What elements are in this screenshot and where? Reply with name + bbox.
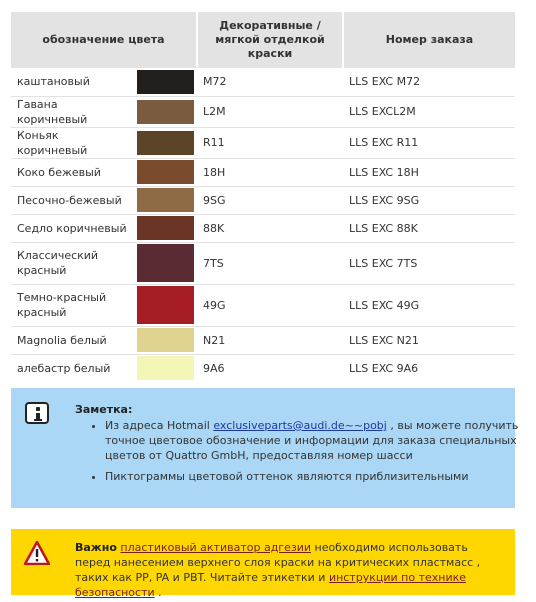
color-swatch — [137, 244, 194, 282]
order-number-cell: LLS EXC R11 — [343, 127, 515, 158]
note-item-pictograms: • Пиктограммы цветовой оттенок являются приблизительными — [105, 469, 530, 484]
color-swatch — [137, 216, 194, 240]
swatch-cell — [137, 214, 197, 242]
paint-code-cell: 7TS — [197, 242, 343, 284]
warning-text — [75, 540, 500, 600]
color-name-cell: Гавана коричневый — [11, 96, 137, 127]
paint-code-cell: 18H — [197, 158, 343, 186]
swatch-cell — [137, 354, 197, 382]
table-row — [11, 214, 515, 242]
header-color-name: обозначение цвета — [11, 12, 197, 68]
swatch-cell — [137, 127, 197, 158]
order-number-cell: LLS EXC N21 — [343, 326, 515, 354]
table-row — [11, 242, 515, 284]
adhesion-activator-link[interactable]: пластиковый активатор адгезии — [120, 541, 311, 554]
table-row — [11, 158, 515, 186]
order-number-cell: LLS EXC 9A6 — [343, 354, 515, 382]
swatch-cell — [137, 68, 197, 96]
email-link[interactable]: exclusiveparts@audi.de~~pobj — [213, 419, 387, 432]
note-list — [75, 418, 530, 490]
swatch-cell — [137, 96, 197, 127]
info-icon — [25, 402, 49, 424]
paint-code-cell: L2M — [197, 96, 343, 127]
color-swatch — [137, 286, 194, 324]
table-row — [11, 186, 515, 214]
warning-body-text: необходимо использовать перед нанесением верхнего слоя краски на критических пластмасс , таких как PP, PA и PBT. Читайте этикетки и — [75, 541, 481, 584]
table-row — [11, 284, 515, 326]
order-number-cell: LLS EXCL2M — [343, 96, 515, 127]
paint-code-cell: 88K — [197, 214, 343, 242]
paint-code-cell: R11 — [197, 127, 343, 158]
header-paint: Декоративные / мягкой отделкой краски — [197, 12, 343, 68]
paint-code-cell: M72 — [203, 75, 227, 89]
table-row — [11, 68, 515, 96]
swatch-cell — [137, 284, 197, 326]
warning-bold-label: Важно — [75, 541, 117, 554]
warning-triangle-icon — [24, 541, 50, 565]
note-item-email — [105, 418, 530, 463]
color-swatch — [137, 160, 194, 184]
note-item-text: , вы можете получить точное цветовое обозначение и информации для заказа специальных цветов от Quattro GmbH, предоставляя номер шасси — [105, 419, 519, 462]
color-name-cell: алебастр белый — [11, 354, 137, 382]
order-number-cell: LLS EXC 49G — [343, 284, 515, 326]
paint-code-cell: 9A6 — [197, 354, 343, 382]
order-number-cell: LLS EXC 7TS — [343, 242, 515, 284]
swatch-cell — [137, 326, 197, 354]
swatch-cell — [137, 186, 197, 214]
safety-instructions-link[interactable]: инструкции по технике безопасности — [75, 571, 467, 599]
color-name-cell: Темно-красный красный — [11, 284, 137, 326]
swatch-cell — [137, 242, 197, 284]
order-number-cell: LLS EXC M72 — [349, 75, 421, 89]
swatch-cell — [137, 158, 197, 186]
note-title: Заметка: — [75, 403, 133, 416]
paint-code-cell: N21 — [197, 326, 343, 354]
color-swatch — [137, 131, 194, 155]
table-row — [11, 96, 515, 127]
note-box — [11, 388, 519, 508]
color-name-cell: Коко бежевый — [11, 158, 137, 186]
color-name-cell: Классический красный — [11, 242, 137, 284]
warning-box — [11, 529, 515, 599]
color-swatch — [137, 100, 194, 124]
order-number-cell: LLS EXC 9SG — [343, 186, 515, 214]
color-name-cell: Коньяк коричневый — [11, 127, 137, 158]
order-number-cell: LLS EXC 88K — [343, 214, 515, 242]
table-row — [11, 326, 515, 354]
color-swatch — [137, 70, 194, 94]
note-item-text: Из адреса Hotmail — [105, 419, 214, 432]
color-name-cell: каштановый — [17, 75, 90, 89]
paint-code-cell: 49G — [197, 284, 343, 326]
color-table — [11, 12, 515, 382]
order-number-cell: LLS EXC 18H — [343, 158, 515, 186]
color-name-cell: Песочно-бежевый — [11, 186, 137, 214]
table-row — [11, 127, 515, 158]
header-order-number: Номер заказа — [343, 12, 515, 68]
paint-code-cell: 9SG — [197, 186, 343, 214]
table-header-row — [11, 12, 515, 68]
color-swatch — [137, 188, 194, 212]
color-swatch — [137, 356, 194, 380]
color-name-cell: Седло коричневый — [11, 214, 137, 242]
color-swatch — [137, 328, 194, 352]
color-name-cell: Magnolia белый — [11, 326, 137, 354]
warning-end-text: . — [154, 586, 162, 599]
table-row — [11, 354, 515, 382]
